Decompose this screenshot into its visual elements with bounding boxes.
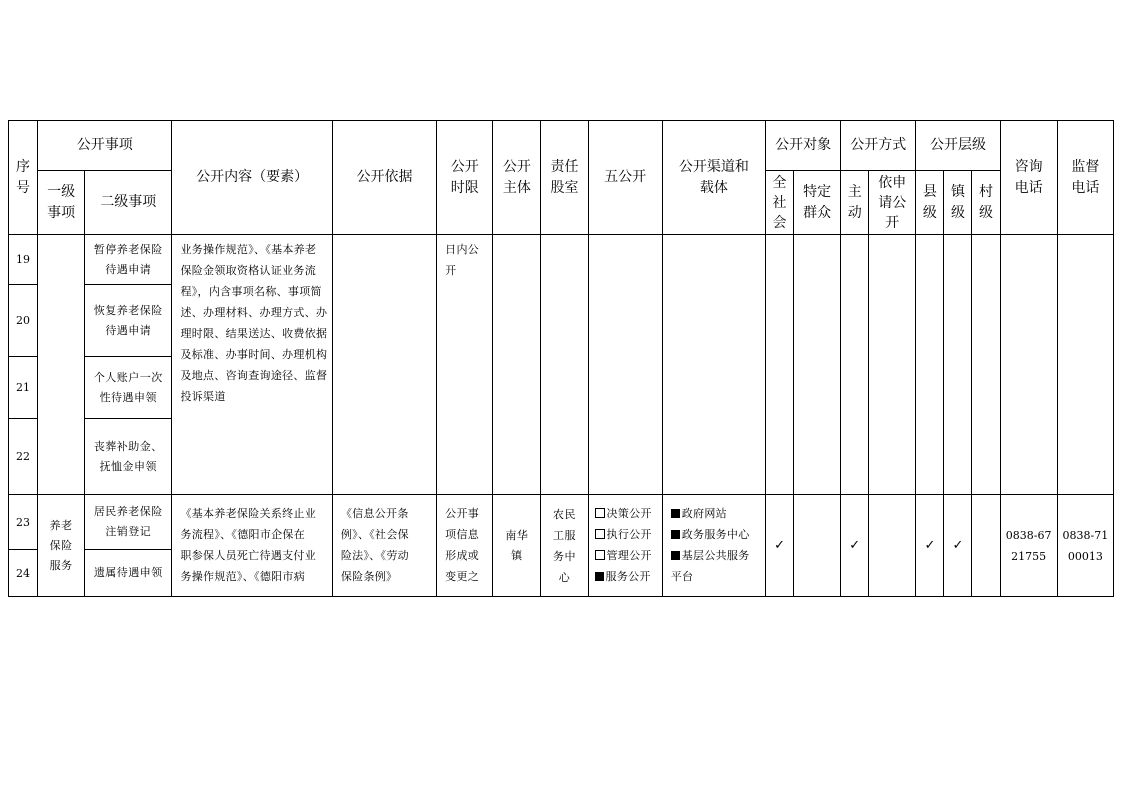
row-seq-value: 20 [16, 314, 31, 327]
five-open-item [595, 524, 662, 545]
row-item2 [85, 235, 172, 285]
header-five-open [588, 121, 662, 235]
row-seq-value: 19 [16, 253, 31, 266]
checkbox-empty-icon [595, 529, 605, 539]
row-method-active [841, 495, 869, 597]
header-level1 [38, 171, 85, 235]
row-seq [9, 495, 38, 550]
header-seq-label: 序号 [16, 158, 31, 196]
row-item1-value: 养老保险服务 [49, 518, 73, 572]
cell-empty [944, 235, 972, 495]
content-line: 职参保人员死亡待遇支付业 [180, 549, 317, 562]
content-line: 保险金领取资格认证业务流 [180, 264, 317, 277]
checkbox-filled-icon [671, 530, 680, 539]
header-method-label: 公开方式 [850, 137, 907, 153]
supervise-phone-line: 00013 [1067, 549, 1103, 563]
header-method-active [841, 171, 869, 235]
header-level2-label: 二级事项 [100, 194, 157, 210]
row-subject-value: 南华镇 [505, 528, 529, 562]
checkbox-empty-icon [595, 550, 605, 560]
content-line: 《基本养老保险关系终止业 [180, 507, 317, 520]
header-level-village [972, 171, 1000, 235]
five-open-label: 决策公开 [606, 507, 652, 520]
header-target-label: 公开对象 [775, 137, 832, 153]
header-dept-label: 责任股室 [550, 158, 579, 196]
check-mark-icon: ✓ [849, 538, 861, 553]
channel-item [671, 524, 765, 545]
header-level-county-label: 县级 [922, 183, 937, 221]
row-basis-empty [332, 235, 436, 495]
row-seq [9, 550, 38, 597]
dept-line: 农民 [552, 507, 576, 521]
five-open-label: 服务公开 [605, 570, 651, 583]
row-item1-empty [38, 235, 85, 495]
row-seq-value: 24 [16, 566, 31, 580]
row-supervise-phone [1057, 495, 1113, 597]
cell-empty [765, 235, 793, 495]
header-method-request-label: 依申请公开 [878, 174, 907, 231]
check-mark-icon: ✓ [924, 538, 936, 553]
header-target-all-label: 全社会 [772, 174, 787, 231]
header-level-label: 公开层级 [929, 137, 986, 153]
header-level1-label: 一级事项 [47, 183, 76, 221]
row-item2-value: 个人账户一次性待遇申领 [93, 370, 163, 404]
row-level-county [916, 495, 944, 597]
content-line: 理时限、结果送达、收费依据 [180, 327, 328, 340]
channel-label: 基层公共服务 [681, 549, 750, 562]
five-open-item [595, 503, 662, 524]
row-consult-phone [1000, 495, 1057, 597]
header-subject [493, 121, 541, 235]
header-items [38, 121, 172, 171]
row-item2-value: 恢复养老保险待遇申请 [93, 303, 163, 337]
supervise-phone-line: 0838-71 [1062, 528, 1109, 542]
row-time-limit [437, 235, 493, 495]
row-item2 [85, 495, 172, 550]
row-channel [662, 495, 765, 597]
basis-line: 例》、《社会保 [340, 528, 409, 541]
cell-empty [588, 235, 662, 495]
header-consult-phone [1000, 121, 1057, 235]
row-item2 [85, 550, 172, 597]
row-target-all [765, 495, 793, 597]
cell-empty [1057, 235, 1113, 495]
content-line: 业务操作规范》、《基本养老 [180, 243, 317, 256]
checkbox-filled-icon [671, 551, 680, 560]
basis-line: 《信息公开条 [340, 507, 409, 520]
checkbox-filled-icon [671, 509, 680, 518]
row-seq [9, 235, 38, 285]
header-basis [332, 121, 436, 235]
dept-line: 工服 [552, 528, 576, 542]
cell-empty [916, 235, 944, 495]
header-target-all [765, 171, 793, 235]
header-content [172, 121, 332, 235]
header-items-label: 公开事项 [76, 137, 133, 153]
cell-empty [493, 235, 541, 495]
row-seq-value: 21 [16, 381, 31, 394]
cell-empty [662, 235, 765, 495]
time-limit-line: 变更之 [445, 570, 480, 583]
row-content [172, 495, 332, 597]
row-seq [9, 285, 38, 357]
header-method-active-label: 主动 [847, 183, 862, 221]
row-seq-value: 22 [16, 450, 31, 463]
consult-phone-line: 0838-67 [1005, 528, 1052, 542]
channel-item [671, 545, 765, 566]
header-seq [9, 121, 38, 235]
row-level-town [944, 495, 972, 597]
row-item2-value: 居民养老保险注销登记 [93, 505, 163, 538]
header-method-request [869, 171, 916, 235]
channel-label: 政务服务中心 [681, 528, 750, 541]
channel-label-cont: 平台 [670, 570, 694, 583]
checkbox-filled-icon [595, 572, 604, 581]
cell-empty [1000, 235, 1057, 495]
channel-item [671, 503, 765, 524]
check-mark-icon: ✓ [952, 538, 964, 553]
time-limit-line: 项信息 [445, 528, 480, 541]
header-level-town-label: 镇级 [950, 183, 965, 221]
row-item1 [38, 495, 85, 597]
disclosure-table [8, 120, 1114, 597]
cell-empty [794, 235, 841, 495]
row-seq [9, 419, 38, 495]
header-content-label: 公开内容（要素） [196, 169, 309, 185]
cell-empty [541, 235, 588, 495]
header-five-open-label: 五公开 [604, 169, 647, 185]
header-target [765, 121, 840, 171]
content-line: 及标准、办事时间、办理机构 [180, 348, 328, 361]
time-limit-line: 日内公 [445, 243, 480, 256]
cell-empty [841, 235, 869, 495]
row-basis [332, 495, 436, 597]
row-item2 [85, 285, 172, 357]
header-basis-label: 公开依据 [356, 169, 413, 185]
row-level-village [972, 495, 1000, 597]
row-dept [541, 495, 588, 597]
five-open-label: 管理公开 [606, 549, 652, 562]
header-supervise-phone-label: 监督电话 [1071, 158, 1100, 196]
row-item2-value: 遗属待遇申领 [93, 566, 163, 579]
time-limit-line: 开 [445, 264, 457, 277]
five-open-label: 执行公开 [606, 528, 652, 541]
channel-label: 政府网站 [681, 507, 727, 520]
header-supervise-phone [1057, 121, 1113, 235]
content-line: 务操作规范》、《德阳市病 [180, 570, 306, 583]
consult-phone-line: 21755 [1011, 549, 1047, 563]
table-row [9, 495, 1114, 550]
row-content [172, 235, 332, 495]
content-line: 述、办理材料、办理方式、办 [180, 306, 328, 319]
row-target-specific [794, 495, 841, 597]
header-dept [541, 121, 588, 235]
row-item2-value: 暂停养老保险待遇申请 [93, 242, 163, 276]
content-line: 投诉渠道 [180, 390, 226, 403]
basis-line: 保险条例》 [340, 570, 398, 583]
time-limit-line: 形成或 [445, 549, 480, 562]
table-row [9, 235, 1114, 285]
dept-line: 务中 [552, 549, 576, 563]
content-line: 务流程》、《德阳市企保在 [180, 528, 306, 541]
cell-empty [869, 235, 916, 495]
row-time-limit [437, 495, 493, 597]
header-target-specific-label: 特定群众 [803, 183, 832, 221]
header-channel-label: 公开渠道和载体 [678, 158, 749, 196]
header-method [841, 121, 916, 171]
header-subject-label: 公开主体 [502, 158, 531, 196]
header-time-limit [437, 121, 493, 235]
checkbox-empty-icon [595, 508, 605, 518]
basis-line: 险法》、《劳动 [340, 549, 409, 562]
time-limit-line: 公开事 [445, 507, 480, 520]
row-subject [493, 495, 541, 597]
header-consult-phone-label: 咨询电话 [1014, 158, 1043, 196]
row-method-request [869, 495, 916, 597]
header-target-specific [794, 171, 841, 235]
five-open-item [595, 566, 662, 587]
header-time-limit-label: 公开时限 [450, 158, 479, 196]
header-level2 [85, 171, 172, 235]
row-seq-value: 23 [16, 515, 31, 529]
row-item2-value: 丧葬补助金、抚恤金申领 [93, 439, 163, 473]
row-item2 [85, 357, 172, 419]
content-line: 程》，内含事项名称、事项简 [180, 285, 322, 298]
header-level-village-label: 村级 [979, 183, 994, 221]
cell-empty [972, 235, 1000, 495]
check-mark-icon: ✓ [774, 538, 785, 553]
header-level-county [916, 171, 944, 235]
header-level-town [944, 171, 972, 235]
header-level [916, 121, 1000, 171]
header-channel [662, 121, 765, 235]
content-line: 及地点、咨询查询途径、监督 [180, 369, 328, 382]
row-seq [9, 357, 38, 419]
row-five-open [588, 495, 662, 597]
dept-line: 心 [558, 570, 571, 584]
row-item2 [85, 419, 172, 495]
five-open-item [595, 545, 662, 566]
